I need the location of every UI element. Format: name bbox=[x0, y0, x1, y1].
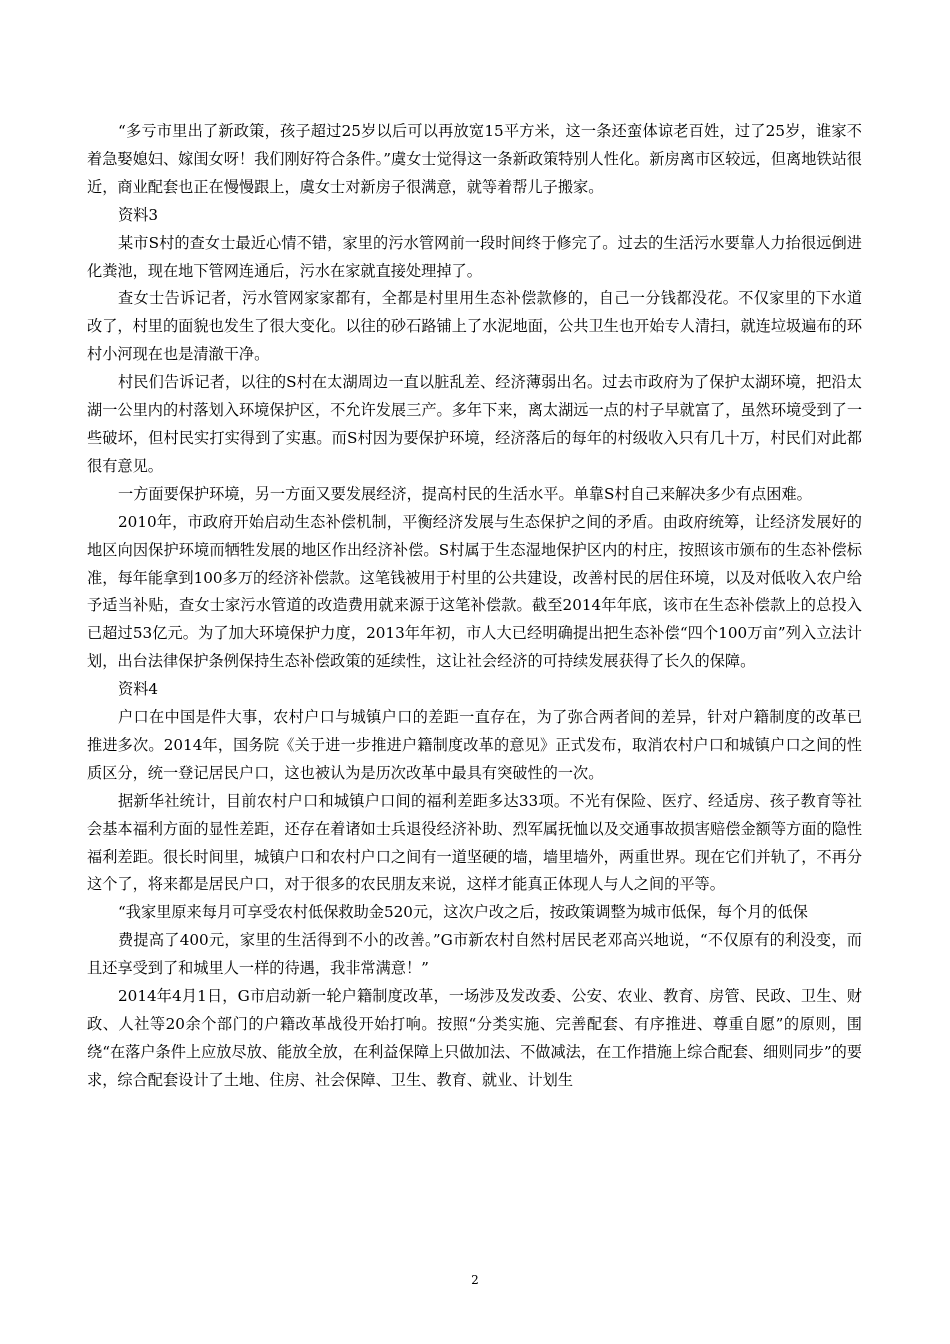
paragraph: “我家里原来每月可享受农村低保救助金520元，这次户改之后，按政策调整为城市低保，每个月的低保 bbox=[118, 903, 808, 922]
page-number: 2 bbox=[471, 1273, 479, 1287]
paragraph: 查女士告诉记者，污水管网家家都有，全都是村里用生态补偿款修的，自己一分钱都没花。不仅家里的下水道改了，村里的面貌也发生了很大变化。以往的砂石路铺上了水泥地面，公共卫生也开始专人清扫，就连垃圾遍布的环村小河现在也是清澈干净。 bbox=[87, 289, 862, 364]
paragraph: 2014年4月1日，G市启动新一轮户籍制度改革，一场涉及发改委、公安、农业、教育、房管、民政、卫生、财政、人社等20余个部门的户籍改革战役开始打响。按照“分类实施、完善配套、有序推进、尊重自愿”的原则，围绕“在落户条件上应放尽放、能放全放，在利益保障上只做加法、不做减法，在工作措施上综合配套、细则同步”的要求，综合配套设计了土地、住房、社会保障、卫生、教育、就业、计划生 bbox=[87, 987, 862, 1089]
paragraph: “多亏市里出了新政策，孩子超过25岁以后可以再放宽15平方米，这一条还蛮体谅老百姓，过了25岁，谁家不着急娶媳妇、嫁闺女呀！我们刚好符合条件。”虞女士觉得这一条新政策特别人性化。新房离市区较远，但离地铁站很近，商业配套也正在慢慢跟上，虞女士对新房子很满意，就等着帮儿子搬家。 bbox=[87, 122, 862, 196]
paragraph: 一方面要保护环境，另一方面又要发展经济，提高村民的生活水平。单靠S村自己来解决多少有点困难。 bbox=[118, 484, 812, 503]
paragraph: 村民们告诉记者，以往的S村在太湖周边一直以脏乱差、经济薄弱出名。过去市政府为了保护太湖环境，把沿太湖一公里内的村落划入环境保护区，不允许发展三产。多年下来，离太湖远一点的村子早就富了，虽然环境受到了一些破坏，但村民实打实得到了实惠。而S村因为要保护环境，经济落后的每年的村级收入只有几十万，村民们对此都很有意见。 bbox=[87, 373, 862, 475]
paragraph: 据新华社统计，目前农村户口和城镇户口间的福利差距多达33项。不光有保险、医疗、经适房、孩子教育等社会基本福利方面的显性差距，还存在着诸如士兵退役经济补助、烈军属抚恤以及交通事故损害赔偿金额等方面的隐性福利差距。很长时间里，城镇户口和农村户口之间有一道坚硬的墙，墙里墙外，两重世界。现在它们并轨了，不再分这个了，将来都是居民户口，对于很多的农民朋友来说，这样才能真正体现人与人之间的平等。 bbox=[87, 791, 862, 894]
paragraph: 某市S村的查女士最近心情不错，家里的污水管网前一段时间终于修完了。过去的生活污水要靠人力抬很远倒进化粪池，现在地下管网连通后，污水在家就直接处理掉了。 bbox=[87, 233, 862, 280]
paragraph: 费提高了400元，家里的生活得到不小的改善。”G市新农村自然村居民老邓高兴地说，“不仅原有的利没变，而且还享受到了和城里人一样的待遇，我非常满意！” bbox=[87, 931, 862, 978]
section-heading-material-3: 资料3 bbox=[118, 205, 159, 224]
document-body bbox=[87, 118, 862, 1095]
paragraph: 户口在中国是件大事，农村户口与城镇户口的差距一直存在，为了弥合两者间的差异，针对户籍制度的改革已推进多次。2014年，国务院《关于进一步推进户籍制度改革的意见》正式发布，取消农村户口和城镇户口之间的性质区分，统一登记居民户口，这也被认为是历次改革中最具有突破性的一次。 bbox=[87, 708, 862, 782]
paragraph: 2010年，市政府开始启动生态补偿机制，平衡经济发展与生态保护之间的矛盾。由政府统筹，让经济发展好的地区向因保护环境而牺牲发展的地区作出经济补偿。S村属于生态湿地保护区内的村庄，按照该市颁布的生态补偿标准，每年能拿到100多万的经济补偿款。这笔钱被用于村里的公共建设，改善村民的居住环境，以及对低收入农户给予适当补贴，查女士家污水管道的改造费用就来源于这笔补偿款。截至2014年年底，该市在生态补偿款上的总投入已超过53亿元。为了加大环境保护力度，2013年年初，市人大已经明确提出把生态补偿“四个100万亩”列入立法计划，出台法律保护条例保持生态补偿政策的延续性，这让社会经济的可持续发展获得了长久的保障。 bbox=[87, 512, 862, 671]
section-heading-material-4: 资料4 bbox=[118, 680, 159, 699]
